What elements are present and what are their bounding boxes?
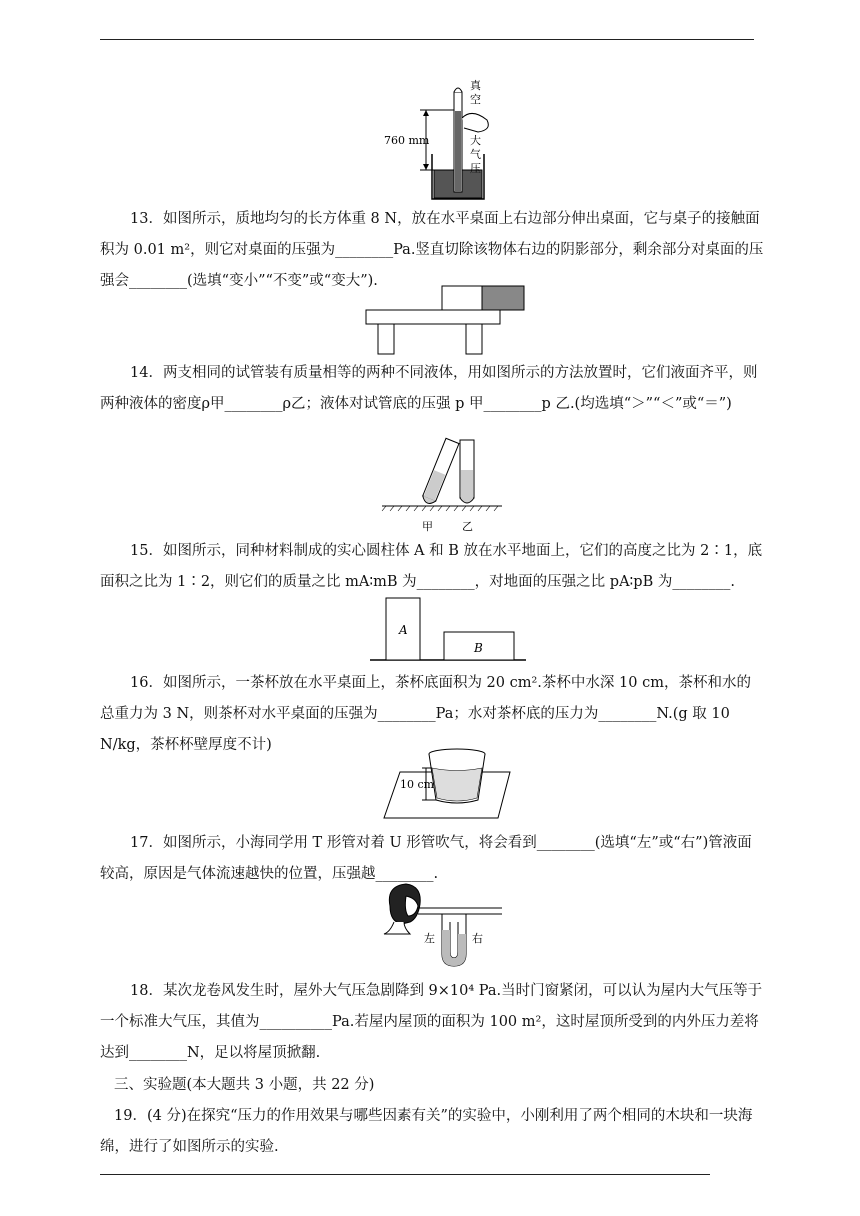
question-15 xyxy=(100,536,764,598)
cup-figure xyxy=(380,746,520,822)
depth-label: 10 cm xyxy=(400,778,435,791)
height-label: 760 mm xyxy=(384,134,430,147)
question-14 xyxy=(100,358,764,420)
cylinder-label-b: B xyxy=(474,641,483,655)
question-16-text: 16．如图所示，一茶杯放在水平桌面上，茶杯底面积为 20 cm².茶杯中水深 10 cm，茶杯和水的总重力为 3 N，则茶杯对水平桌面的压强为________Pa；水对茶杯底的压力为________N.(g 取 10 N/kg，茶杯杯壁厚度不计) xyxy=(100,675,751,753)
question-17 xyxy=(100,828,764,890)
footer-rule xyxy=(100,1174,710,1175)
section-3-text: 三、实验题(本大题共 3 小题，共 22 分) xyxy=(114,1077,375,1093)
cylinder-label-a: A xyxy=(399,623,408,637)
question-18 xyxy=(100,976,764,1069)
block-table-figure xyxy=(362,284,528,356)
question-15-text: 15．如图所示，同种材料制成的实心圆柱体 A 和 B 放在水平地面上，它们的高度之比为 2∶1，底面积之比为 1∶2，则它们的质量之比 mA∶mB 为________，对地面的压强之比 pA∶pB 为________. xyxy=(100,543,763,590)
u-tube-figure xyxy=(380,882,504,972)
test-tubes-figure xyxy=(382,434,502,534)
torricelli-figure xyxy=(384,78,502,202)
vacuum-label-2: 空 xyxy=(470,93,481,106)
atm-label-2: 气 xyxy=(470,148,481,161)
u-tube-left-label: 左 xyxy=(424,932,435,945)
atm-label-1: 大 xyxy=(470,134,481,147)
section-3-heading xyxy=(100,1070,764,1101)
question-14-text: 14．两支相同的试管装有质量相等的两种不同液体，用如图所示的方法放置时，它们液面齐平，则两种液体的密度ρ甲________ρ乙；液体对试管底的压强 p 甲________p 乙.(均选填“＞”“＜”或“＝”) xyxy=(100,365,758,412)
question-17-text: 17．如图所示，小海同学用 T 形管对着 U 形管吹气，将会看到________(选填“左”或“右”)管液面较高，原因是气体流速越快的位置，压强越________. xyxy=(100,835,752,882)
vacuum-label-1: 真 xyxy=(470,79,481,92)
tube-label-jia: 甲 xyxy=(422,520,433,533)
tube-label-yi: 乙 xyxy=(462,520,473,533)
question-13-text: 13．如图所示，质地均匀的长方体重 8 N，放在水平桌面上右边部分伸出桌面，它与桌子的接触面积为 0.01 m²，则它对桌面的压强为________Pa.竖直切除该物体右边的阴影部分，剩余部分对桌面的压强会________(选填“变小”“不变”或“变大”). xyxy=(100,211,764,289)
header-rule xyxy=(100,39,754,40)
cylinders-figure xyxy=(368,594,528,664)
u-tube-right-label: 右 xyxy=(472,932,483,945)
question-18-text: 18．某次龙卷风发生时，屋外大气压急剧降到 9×10⁴ Pa.当时门窗紧闭，可以认为屋内大气压等于一个标准大气压，其值为__________Pa.若屋内屋顶的面积为 100 m²，这时屋顶所受到的内外压力差将达到________N，足以将屋顶掀翻. xyxy=(100,983,763,1061)
atm-label-3: 压 xyxy=(470,162,481,175)
question-19-text: 19．(4 分)在探究“压力的作用效果与哪些因素有关”的实验中，小刚利用了两个相同的木块和一块海绵，进行了如图所示的实验. xyxy=(100,1108,753,1155)
question-19 xyxy=(100,1101,764,1163)
